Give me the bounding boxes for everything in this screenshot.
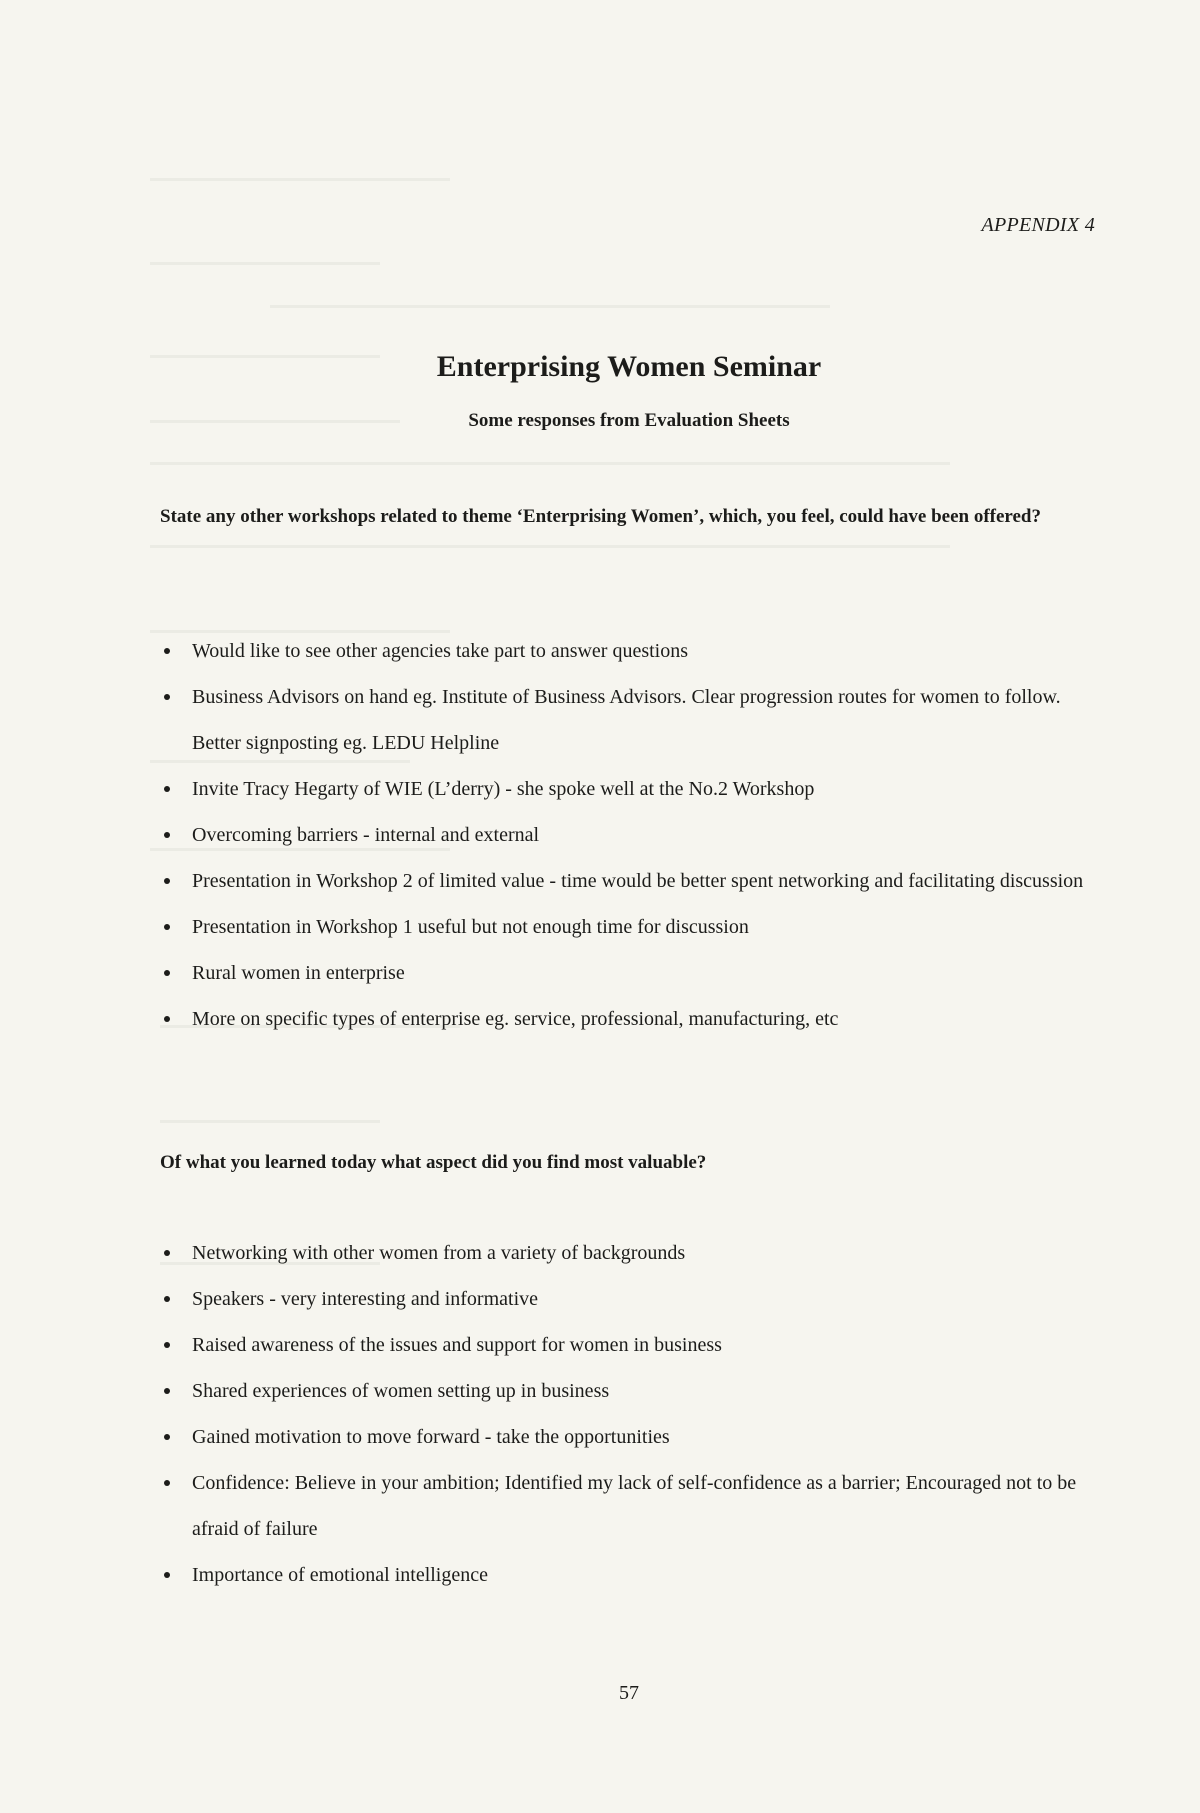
- list-item-text: Gained motivation to move forward - take the opportunities: [192, 1426, 670, 1448]
- bullet-icon: [164, 970, 170, 976]
- bullet-icon: [164, 648, 170, 654]
- list-item-text: Shared experiences of women setting up in business: [192, 1380, 610, 1402]
- bullet-icon: [164, 1388, 170, 1394]
- bullet-icon: [164, 1572, 170, 1578]
- list-item-text: Networking with other women from a variety of backgrounds: [192, 1242, 686, 1264]
- appendix-label: APPENDIX 4: [981, 214, 1095, 236]
- bullet-icon: [164, 1016, 170, 1022]
- list-item-text: Business Advisors on hand eg. Institute of Business Advisors. Clear progression routes for women to follow. Better signposting eg. LEDU Helpline: [192, 686, 1061, 754]
- list-item: [162, 766, 1092, 812]
- list-item: [162, 1414, 1092, 1460]
- list-item: [162, 950, 1092, 996]
- list-item-text: Importance of emotional intelligence: [192, 1564, 488, 1586]
- bullet-icon: [164, 1296, 170, 1302]
- page-number: 57: [619, 1682, 639, 1704]
- list-item: [162, 1368, 1092, 1414]
- list-item-text: Presentation in Workshop 2 of limited value - time would be better spent networking and facilitating discussion: [192, 870, 1084, 892]
- section2-response-list: [162, 1230, 1092, 1598]
- page-subtitle: Some responses from Evaluation Sheets: [468, 410, 790, 431]
- list-item: [162, 1552, 1092, 1598]
- bleed-through-line: [150, 462, 950, 465]
- list-item-text: Would like to see other agencies take part to answer questions: [192, 640, 689, 662]
- list-item: [162, 1276, 1092, 1322]
- bullet-icon: [164, 786, 170, 792]
- section1-question: State any other workshops related to theme ‘Enterprising Women’, which, you feel, could have been offered?: [160, 506, 1041, 527]
- list-item-text: Overcoming barriers - internal and external: [192, 824, 540, 846]
- section2-question: Of what you learned today what aspect did you find most valuable?: [160, 1152, 707, 1173]
- list-item: [162, 996, 1092, 1042]
- bullet-icon: [164, 694, 170, 700]
- list-item: [162, 858, 1092, 904]
- list-item-text: Presentation in Workshop 1 useful but not enough time for discussion: [192, 916, 749, 938]
- bleed-through-line: [150, 545, 950, 548]
- bullet-icon: [164, 924, 170, 930]
- list-item-text: Confidence: Believe in your ambition; Identified my lack of self-confidence as a barrier; Encouraged not to be afraid of failure: [192, 1472, 1077, 1540]
- list-item: [162, 628, 1092, 674]
- section1-response-list: [162, 628, 1092, 1042]
- bleed-through-line: [150, 262, 380, 265]
- list-item-text: Rural women in enterprise: [192, 962, 405, 984]
- list-item: [162, 1460, 1092, 1552]
- list-item-text: Speakers - very interesting and informative: [192, 1288, 538, 1310]
- bullet-icon: [164, 832, 170, 838]
- bleed-through-line: [150, 178, 450, 181]
- bullet-icon: [164, 1434, 170, 1440]
- list-item: [162, 812, 1092, 858]
- list-item: [162, 1230, 1092, 1276]
- list-item-text: More on specific types of enterprise eg. service, professional, manufacturing, etc: [192, 1008, 839, 1030]
- bullet-icon: [164, 1342, 170, 1348]
- bleed-through-line: [160, 1120, 380, 1123]
- page-title: Enterprising Women Seminar: [436, 350, 822, 383]
- bullet-icon: [164, 1480, 170, 1486]
- list-item-text: Invite Tracy Hegarty of WIE (L’derry) - she spoke well at the No.2 Workshop: [192, 778, 815, 800]
- bullet-icon: [164, 878, 170, 884]
- bullet-icon: [164, 1250, 170, 1256]
- list-item-text: Raised awareness of the issues and support for women in business: [192, 1334, 722, 1356]
- bleed-through-line: [270, 305, 830, 308]
- list-item: [162, 674, 1092, 766]
- list-item: [162, 1322, 1092, 1368]
- list-item: [162, 904, 1092, 950]
